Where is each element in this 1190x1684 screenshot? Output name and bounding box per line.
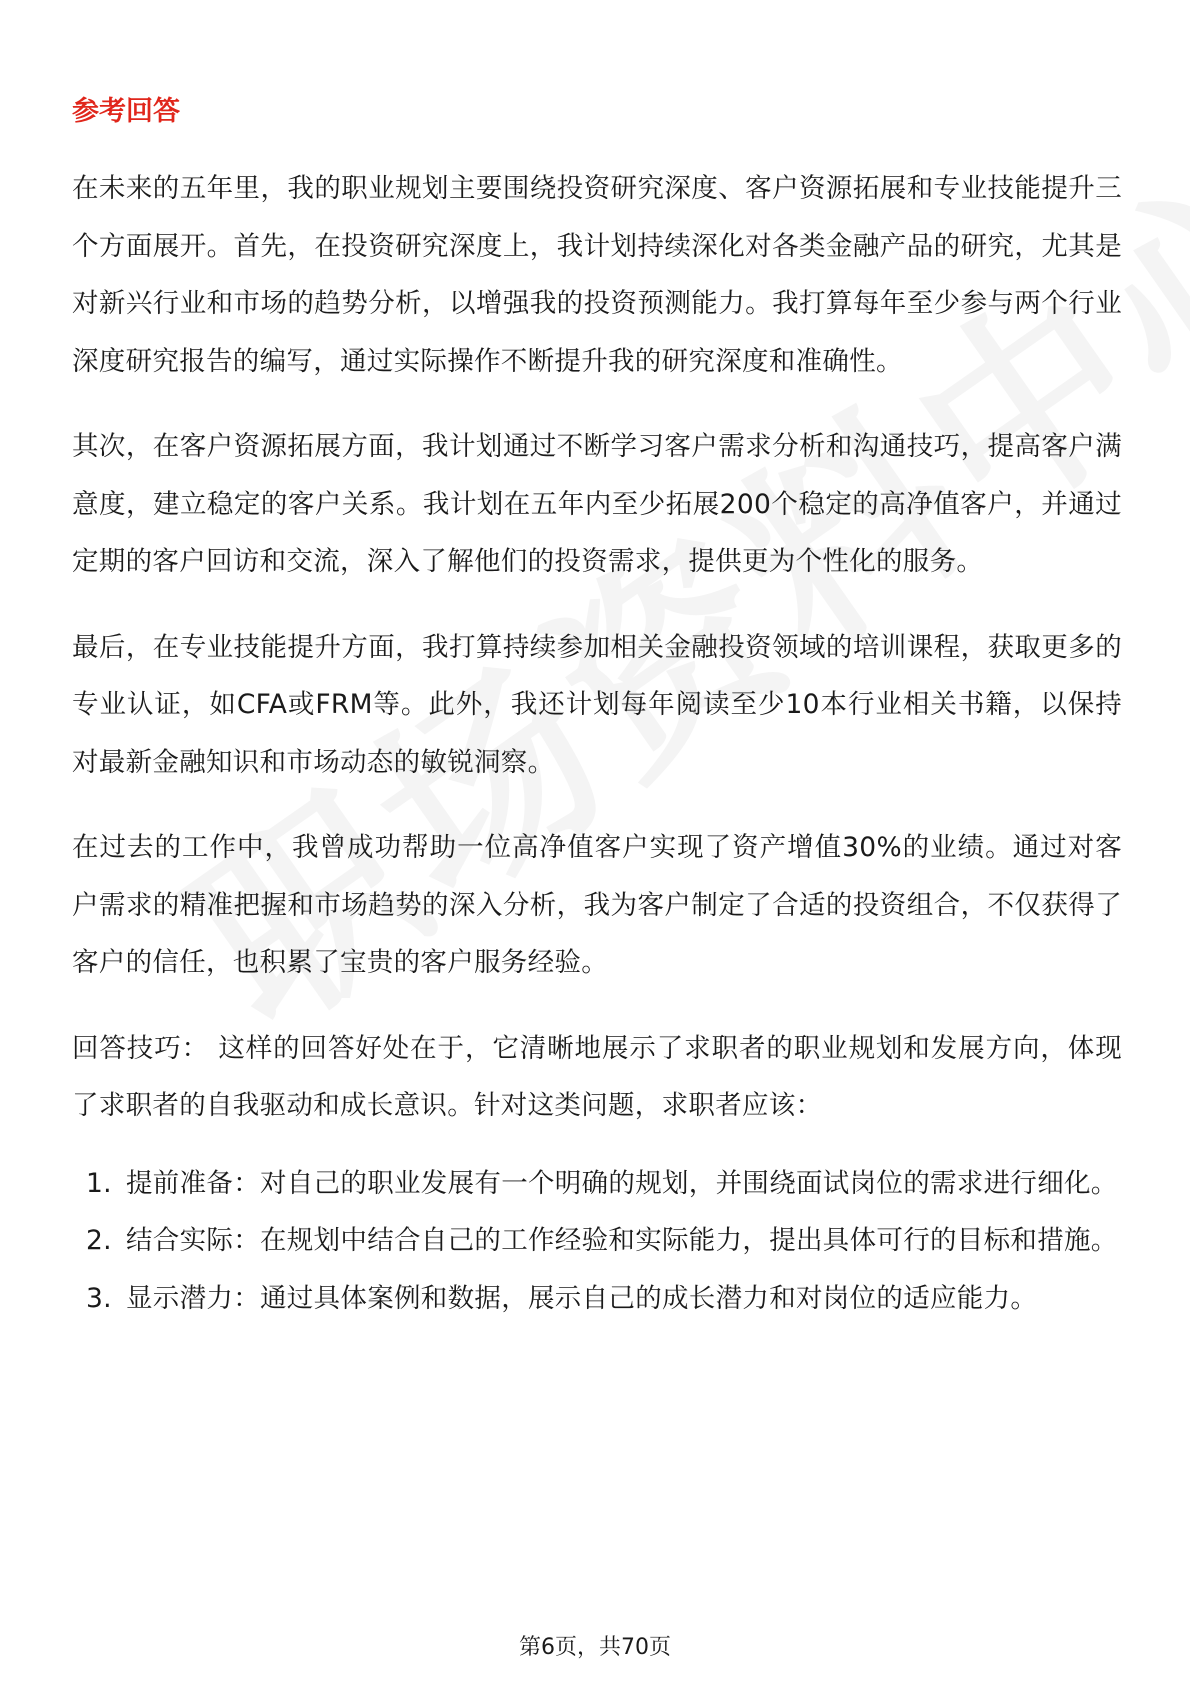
- paragraph-4: 在过去的工作中，我曾成功帮助一位高净值客户实现了资产增值30%的业绩。通过对客户需求的精准把握和市场趋势的深入分析，我为客户制定了合适的投资组合，不仅获得了客户的信任，也积累了宝贵的客户服务经验。: [72, 832, 1122, 978]
- list-item-number: 2.: [86, 1225, 112, 1256]
- page-number-footer: 第6页，共70页: [519, 1635, 671, 1660]
- list-item-number: 1.: [86, 1167, 112, 1199]
- paragraph-1: 在未来的五年里，我的职业规划主要围绕投资研究深度、客户资源拓展和专业技能提升三个方面展开。首先，在投资研究深度上，我计划持续深化对各类金融产品的研究，尤其是对新兴行业和市场的趋势分析，以增强我的投资预测能力。我打算每年至少参与两个行业深度研究报告的编写，通过实际操作不断提升我的研究深度和准确性。: [72, 173, 1122, 377]
- list-item-number: 3.: [86, 1282, 112, 1314]
- section-title: 参考回答: [72, 96, 180, 127]
- list-item: [72, 1212, 1122, 1270]
- list-item: [72, 1155, 1122, 1213]
- tips-intro: 回答技巧： 这样的回答好处在于，它清晰地展示了求职者的职业规划和发展方向，体现了求职者的自我驱动和成长意识。针对这类问题，求职者应该：: [72, 1032, 1122, 1121]
- page-content: [72, 92, 1122, 1327]
- paragraph-3: 最后，在专业技能提升方面，我打算持续参加相关金融投资领域的培训课程，获取更多的专业认证，如CFA或FRM等。此外，我还计划每年阅读至少10本行业相关书籍，以保持对最新金融知识和市场动态的敏锐洞察。: [72, 631, 1122, 778]
- tips-list: [72, 1155, 1122, 1328]
- list-item-text: 显示潜力：通过具体案例和数据，展示自己的成长潜力和对岗位的适应能力。: [126, 1282, 1038, 1314]
- paragraph-2: 其次，在客户资源拓展方面，我计划通过不断学习客户需求分析和沟通技巧，提高客户满意度，建立稳定的客户关系。我计划在五年内至少拓展200个稳定的高净值客户，并通过定期的客户回访和交流，深入了解他们的投资需求，提供更为个性化的服务。: [72, 431, 1122, 577]
- list-item-text: 提前准备：对自己的职业发展有一个明确的规划，并围绕面试岗位的需求进行细化。: [126, 1167, 1118, 1199]
- list-item-text: 结合实际：在规划中结合自己的工作经验和实际能力，提出具体可行的目标和措施。: [126, 1225, 1118, 1256]
- list-item: [72, 1270, 1122, 1328]
